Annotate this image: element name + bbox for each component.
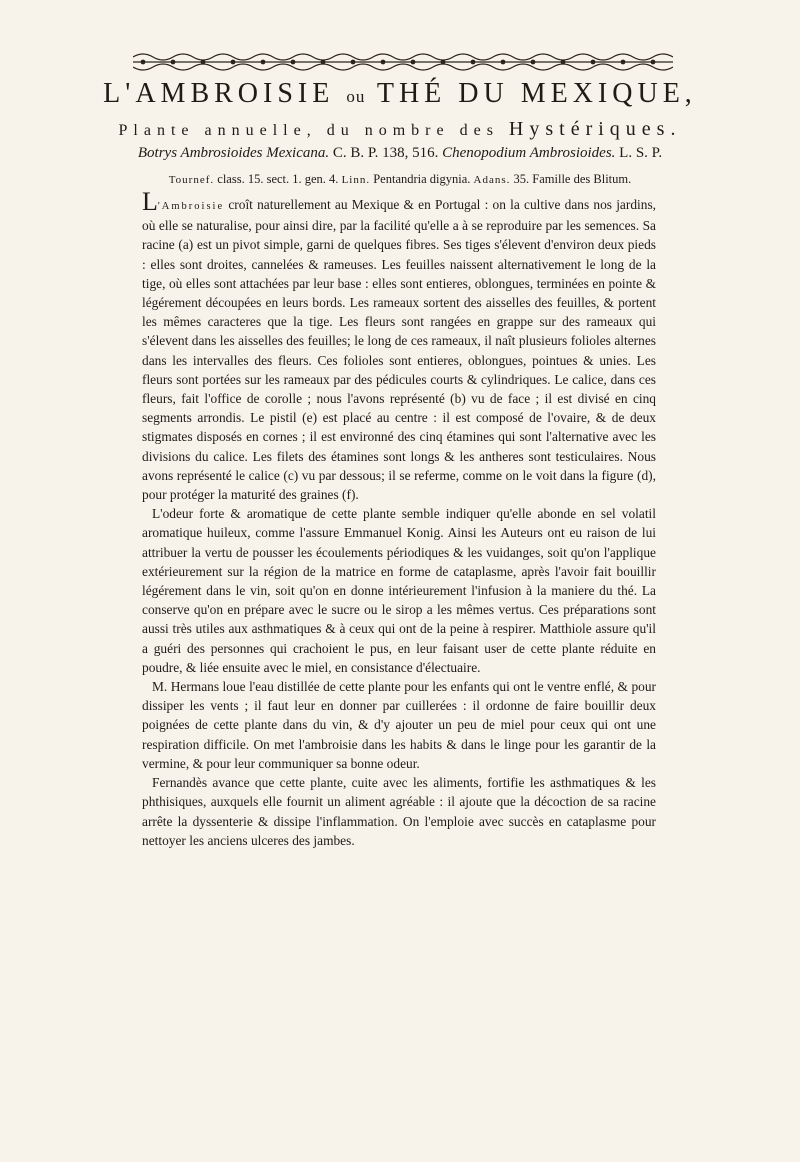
ref-linn: Linn. <box>341 174 371 186</box>
subtitle-class: Hystériques. <box>508 118 682 140</box>
lead-word: 'Ambroisie <box>157 201 225 212</box>
subtitle-prefix: Plante annuelle, du nombre des <box>118 122 499 139</box>
plant-classification <box>0 118 800 141</box>
paragraph-fernandes: Fernandès avance que cette plante, cuite avec les aliments, fortifie les asthmatiques & les phthisiques, auxquels elle fournit un aliment agréable : il ajoute que la décoction de sa racine arrête la dyssenterie & dissipe l'inflammation. On l'emploie avec succès en cataplasme pour nettoyer les anciens ulceres des jambes. <box>142 775 656 848</box>
drop-cap: L <box>142 187 158 216</box>
ref-adans: Adans. <box>473 174 511 186</box>
ref-adans-detail: 35. Famille des Blitum. <box>513 172 632 186</box>
taxonomy-references <box>0 172 800 187</box>
ref-tournef: Tournef. <box>168 174 215 186</box>
title-main: L'AMBROISIE <box>103 78 335 109</box>
synonyms-line <box>0 145 800 162</box>
article-body <box>142 187 656 850</box>
paragraph-properties: L'odeur forte & aromatique de cette plante semble indiquer qu'elle abonde en sel volatil aromatique huileux, comme l'assure Emmanuel Konig. Ainsi les Auteurs ont eu raison de lui attribuer la vertu de pousser les écoulements périodiques & les vuidanges, soit qu'on l'applique extérieurement sur la région de la matrice en forme de cataplasme, après l'avoir fait bouillir légérement dans le vin, soit qu'on en donne intérieurement l'infusion à la maniere du thé. La conserve qu'on en prépare avec le sucre ou le sirop a les mêmes vertus. Ces préparations sont aussi très utiles aux asthmatiques & à ceux qui ont de la peine à respirer. Matthiole assure qu'il a guéri des personnes qui crachoient le pus, en leur faisant user de cette plante réduite en poudre, & liée ensuite avec le miel, en consistance d'électuaire. <box>142 506 656 675</box>
synonym-ref-2: L. S. P. <box>619 145 663 161</box>
paragraph-1-text: croît naturellement au Mexique & en Portugal : on la cultive dans nos jardins, où elle se naturalise, pour ainsi dire, par la facilité qu'elle a à se reproduire par les semences. Sa racine (a) est un pivot simple, garni de quelques fibres. Ses tiges s'élevent d'environ deux pieds : elles sont droites, cannelées & rameuses. Les feuilles naissent alternativement le long de la tige, où elles sont attachées par leur base : elles sont entieres, oblongues, terminées en pointe & légérement découpées en leurs bords. Les rameaux sortent des aisselles des feuilles, & portent les mêmes caracteres que la tige. Les fleurs sont rangées en grappe sur des rameaux qui s'élevent dans les aisselles des feuilles; le long de ces rameaux, il naît plusieurs folioles alternes dans les intervalles des fleurs. Ces folioles sont entieres, oblongues, pointues & unies. Les fleurs sont portées sur les rameaux par des pédicules courts & cylindriques. Le calice, dans ces fleurs, fait l'office de corolle ; nous l'avons représenté (b) vu de face ; il est divisé en cinq segments arrondis. Le pistil (e) est placé au centre : il est composé de l'ovaire, & de deux stigmates disposés en cornes ; il est environné des cinq étamines qui sont l'alternative avec les divisions du calice. Les filets des étamines sont longs & les antheres sont testiculaires. Nous avons représenté le calice (c) vu par dessous; il se referme, comme on le voit dans la figure (d), pour protéger la maturité des graines (f). <box>142 197 656 503</box>
ref-tournef-detail: class. 15. sect. 1. gen. 4. <box>217 172 339 186</box>
paragraph-hermans: M. Hermans loue l'eau distillée de cette plante pour les enfants qui ont le ventre enflé, & pour dissiper les vents ; il faut leur en donner par cuillerées : il ordonne de faire bouillir deux poignées de cette plante dans du vin, & d'y ajouter un peu de miel pour ceux qui ont une respiration difficile. On met l'ambroisie dans les habits & dans le linge pour les garantir de la vermine, & pour leur communiquer sa bonne odeur. <box>142 679 656 771</box>
synonym-name-1: Botrys Ambrosioides Mexicana. <box>137 145 330 161</box>
decorative-header-ornament <box>133 51 673 73</box>
synonym-name-2: Chenopodium Ambrosioides. <box>442 145 616 161</box>
paragraph-description <box>142 187 656 504</box>
page-title <box>0 78 800 110</box>
ref-linn-detail: Pentandria digynia. <box>373 172 471 186</box>
title-conjunction: ou <box>346 87 366 106</box>
synonym-ref-1: C. B. P. 138, 516. <box>332 145 439 161</box>
title-rest: THÉ DU MEXIQUE, <box>376 78 697 109</box>
